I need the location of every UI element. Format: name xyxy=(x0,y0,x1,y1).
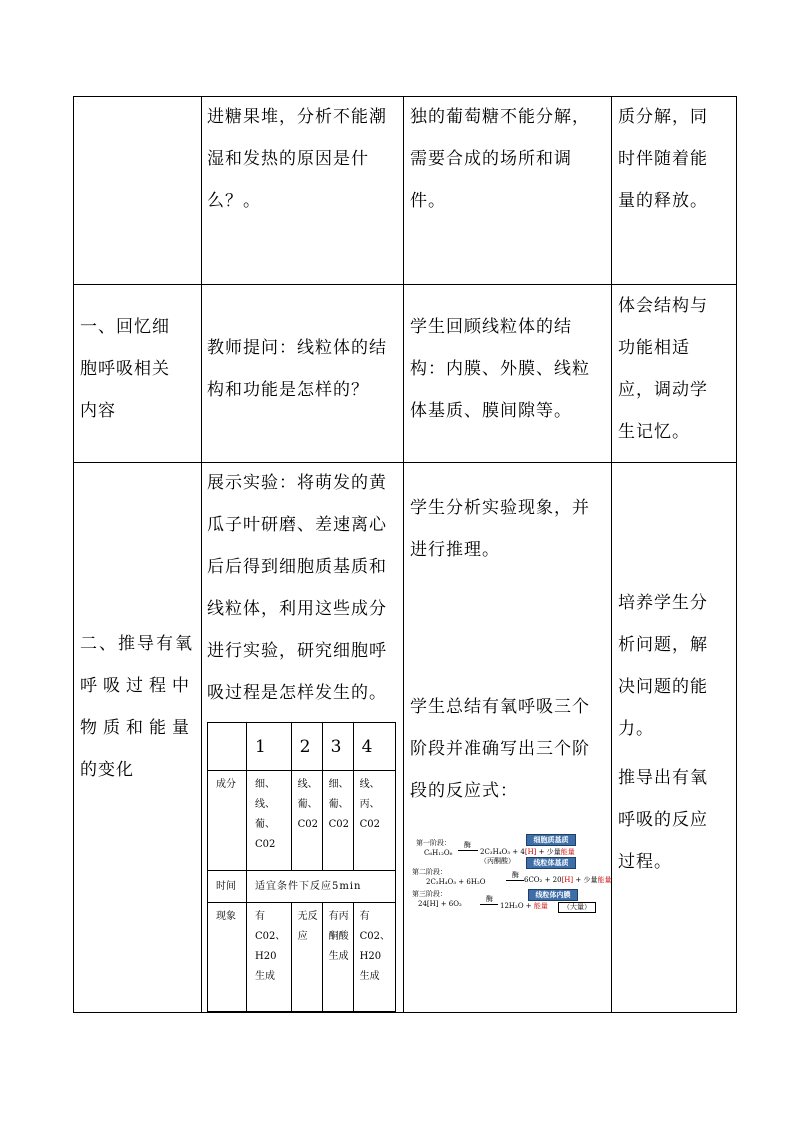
enzyme-label: 酶 xyxy=(512,871,519,879)
stage3-product: 12H₂O + 能量 xyxy=(500,902,548,910)
enzyme-label: 酶 xyxy=(464,841,471,849)
row2-activity-cell xyxy=(207,327,401,411)
exp-row-label-time: 时间 xyxy=(208,871,247,903)
exp-cell-line: H20 xyxy=(255,951,277,962)
text-line: 推导出有氧 xyxy=(618,768,708,788)
exp-cell xyxy=(291,903,322,1012)
text-line: 质分解，同 xyxy=(618,107,708,127)
row3-student-summary xyxy=(410,686,610,812)
exp-cell-line: 葡、 xyxy=(328,799,349,810)
text-line: 件。 xyxy=(410,191,446,211)
exp-cell-line: C02 xyxy=(297,819,318,830)
exp-header-blank xyxy=(208,723,247,771)
arrow-line xyxy=(506,880,524,881)
row1-activity-cell xyxy=(207,96,401,222)
text-line: 培养学生分 xyxy=(618,593,708,613)
text-line: 二、推导有氧 xyxy=(80,634,194,654)
text-line: 阶段并准确写出三个阶 xyxy=(410,739,590,759)
text-line: 量的释放。 xyxy=(618,191,708,211)
exp-cell-line: 生成 xyxy=(328,951,349,962)
exp-cell-line: C02 xyxy=(359,819,381,830)
stage3-label: 第三阶段： xyxy=(412,890,447,898)
exp-cell-line: C02 xyxy=(328,819,350,830)
exp-cell-line: 有丙 xyxy=(328,911,349,922)
text-line: 的变化 xyxy=(80,760,134,780)
exp-cell-line: 葡、 xyxy=(297,799,318,810)
stage3-note: （大量） xyxy=(558,902,596,913)
table-border-bottom xyxy=(73,1012,737,1013)
text-line: 一、回忆细 xyxy=(80,317,170,337)
row3-intent-a xyxy=(618,582,736,750)
text-line: 物质和能量 xyxy=(80,718,195,738)
exp-cell-line: C02、 xyxy=(255,931,286,942)
text-line: 析问题，解 xyxy=(618,635,708,655)
exp-cell xyxy=(353,771,395,871)
box-matrix: 线粒体基质 xyxy=(526,857,576,869)
text-line: 应，调动学 xyxy=(618,380,708,400)
text-line: 进行实验，研究细胞呼 xyxy=(207,641,387,661)
stage2-label: 第二阶段： xyxy=(412,868,447,876)
stage3-reactant: 24[H] + 6O₂ xyxy=(418,900,462,908)
exp-cell-line: 细、 xyxy=(328,779,349,790)
text-line: 学生回顾线粒体的结 xyxy=(410,317,572,337)
text-line: 段的反应式： xyxy=(410,781,518,801)
text-line: 学生总结有氧呼吸三个 xyxy=(410,697,590,717)
text-line: 内容 xyxy=(80,401,116,421)
stage1-reactant: C₆H₁₂O₆ xyxy=(424,849,453,857)
col-divider-2 xyxy=(403,96,404,1013)
text-line: 吸过程是怎样发生的。 xyxy=(207,683,387,703)
text-line: 线粒体，利用这些成分 xyxy=(207,599,387,619)
text-line: 教师提问：线粒体的结 xyxy=(207,338,387,358)
exp-cell-line: 生成 xyxy=(359,971,380,982)
text-line: 么？。 xyxy=(207,191,261,211)
text-line: 决问题的能 xyxy=(618,677,708,697)
arrow-line xyxy=(458,850,478,851)
exp-header-3: 3 xyxy=(322,723,353,771)
text-line: 进糖果堆，分析不能潮 xyxy=(207,107,387,127)
exp-cell-line: 有 xyxy=(359,911,370,922)
text-line: 构和功能是怎样的？ xyxy=(207,380,369,400)
text-line: 独的葡萄糖不能分解， xyxy=(410,107,590,127)
stage1-note: （丙酮酸） xyxy=(480,857,515,865)
row2-stage-cell xyxy=(80,306,200,432)
row2-intent-cell xyxy=(618,285,736,453)
exp-cell-line: 有 xyxy=(255,911,265,922)
text-line: 瓜子叶研磨、差速离心 xyxy=(207,515,387,535)
exp-cell xyxy=(353,903,395,1012)
exp-cell-line: H20 xyxy=(359,951,382,962)
row3-stage-cell xyxy=(80,623,200,791)
exp-cell-line: C02、 xyxy=(359,931,391,942)
text-line: 力。 xyxy=(618,719,654,739)
exp-cell xyxy=(322,903,353,1012)
row-divider-2 xyxy=(73,462,737,463)
exp-header-1: 1 xyxy=(247,723,292,771)
text-line: 学生分析实验现象，并 xyxy=(410,498,590,518)
reaction-figure xyxy=(410,828,610,918)
table-border-left xyxy=(73,96,74,1013)
exp-cell-line: 生成 xyxy=(255,971,275,982)
text-line: 体基质、膜间隙等。 xyxy=(410,401,572,421)
row3-activity-cell xyxy=(207,462,401,714)
exp-cell-line: 葡、 xyxy=(255,819,275,830)
exp-row-label-phenomenon: 现象 xyxy=(208,903,247,1012)
stage1-product: 2C₃H₄O₃ + 4[H] + 少量能量 xyxy=(480,848,575,856)
exp-cell xyxy=(322,771,353,871)
text-line: 生记忆。 xyxy=(618,422,690,442)
enzyme-label: 酶 xyxy=(486,895,493,903)
exp-cell xyxy=(247,903,292,1012)
col-divider-1 xyxy=(201,96,202,1013)
row3-student-analysis xyxy=(410,487,610,571)
text-line: 构：内膜、外膜、线粒 xyxy=(410,359,590,379)
stage1-label: 第一阶段： xyxy=(416,839,451,847)
text-line: 进行推理。 xyxy=(410,540,500,560)
exp-cell xyxy=(247,771,292,871)
box-inner-membrane: 线粒体内膜 xyxy=(528,889,578,901)
text-line: 后后得到细胞质基质和 xyxy=(207,557,387,577)
exp-header-2: 2 xyxy=(291,723,322,771)
text-line: 展示实验：将萌发的黄 xyxy=(207,473,387,493)
stage2-reactant: 2C₃H₄O₃ + 6H₂O xyxy=(426,878,486,886)
exp-cell-line: 酮酸 xyxy=(328,931,349,942)
stage2-product: 6CO₂ + 20[H] + 少量能量 xyxy=(524,876,612,884)
arrow-line xyxy=(480,904,498,905)
exp-cell-line: 线、 xyxy=(359,779,380,790)
exp-cell-line: C02 xyxy=(255,839,276,850)
exp-cell-line: 线、 xyxy=(297,779,318,790)
text-line: 呼吸过程中 xyxy=(80,676,195,696)
row1-intent-cell xyxy=(618,96,736,222)
text-line: 呼吸的反应 xyxy=(618,810,708,830)
row1-student-cell xyxy=(410,96,610,222)
text-line: 功能相适 xyxy=(618,338,690,358)
exp-time-value: 适宜条件下反应5min xyxy=(247,871,396,903)
row2-student-cell xyxy=(410,306,610,432)
text-line: 时伴随着能 xyxy=(618,149,708,169)
row3-intent-b xyxy=(618,757,736,883)
exp-cell-line: 应 xyxy=(297,931,308,942)
text-line: 体会结构与 xyxy=(618,296,708,316)
exp-cell-line: 线、 xyxy=(255,799,275,810)
exp-header-4: 4 xyxy=(353,723,395,771)
table-border-right xyxy=(736,96,737,1013)
exp-row-label-component: 成分 xyxy=(208,771,247,871)
experiment-table xyxy=(207,722,396,1012)
text-line: 需要合成的场所和调 xyxy=(410,149,572,169)
exp-cell-line: 无反 xyxy=(297,911,318,922)
exp-cell-line: 丙、 xyxy=(359,799,380,810)
text-line: 过程。 xyxy=(618,852,672,872)
text-line: 胞呼吸相关 xyxy=(80,359,170,379)
box-cytoplasm: 细胞质基质 xyxy=(526,834,576,846)
exp-cell xyxy=(291,771,322,871)
text-line: 湿和发热的原因是什 xyxy=(207,149,369,169)
exp-cell-line: 细、 xyxy=(255,779,275,790)
